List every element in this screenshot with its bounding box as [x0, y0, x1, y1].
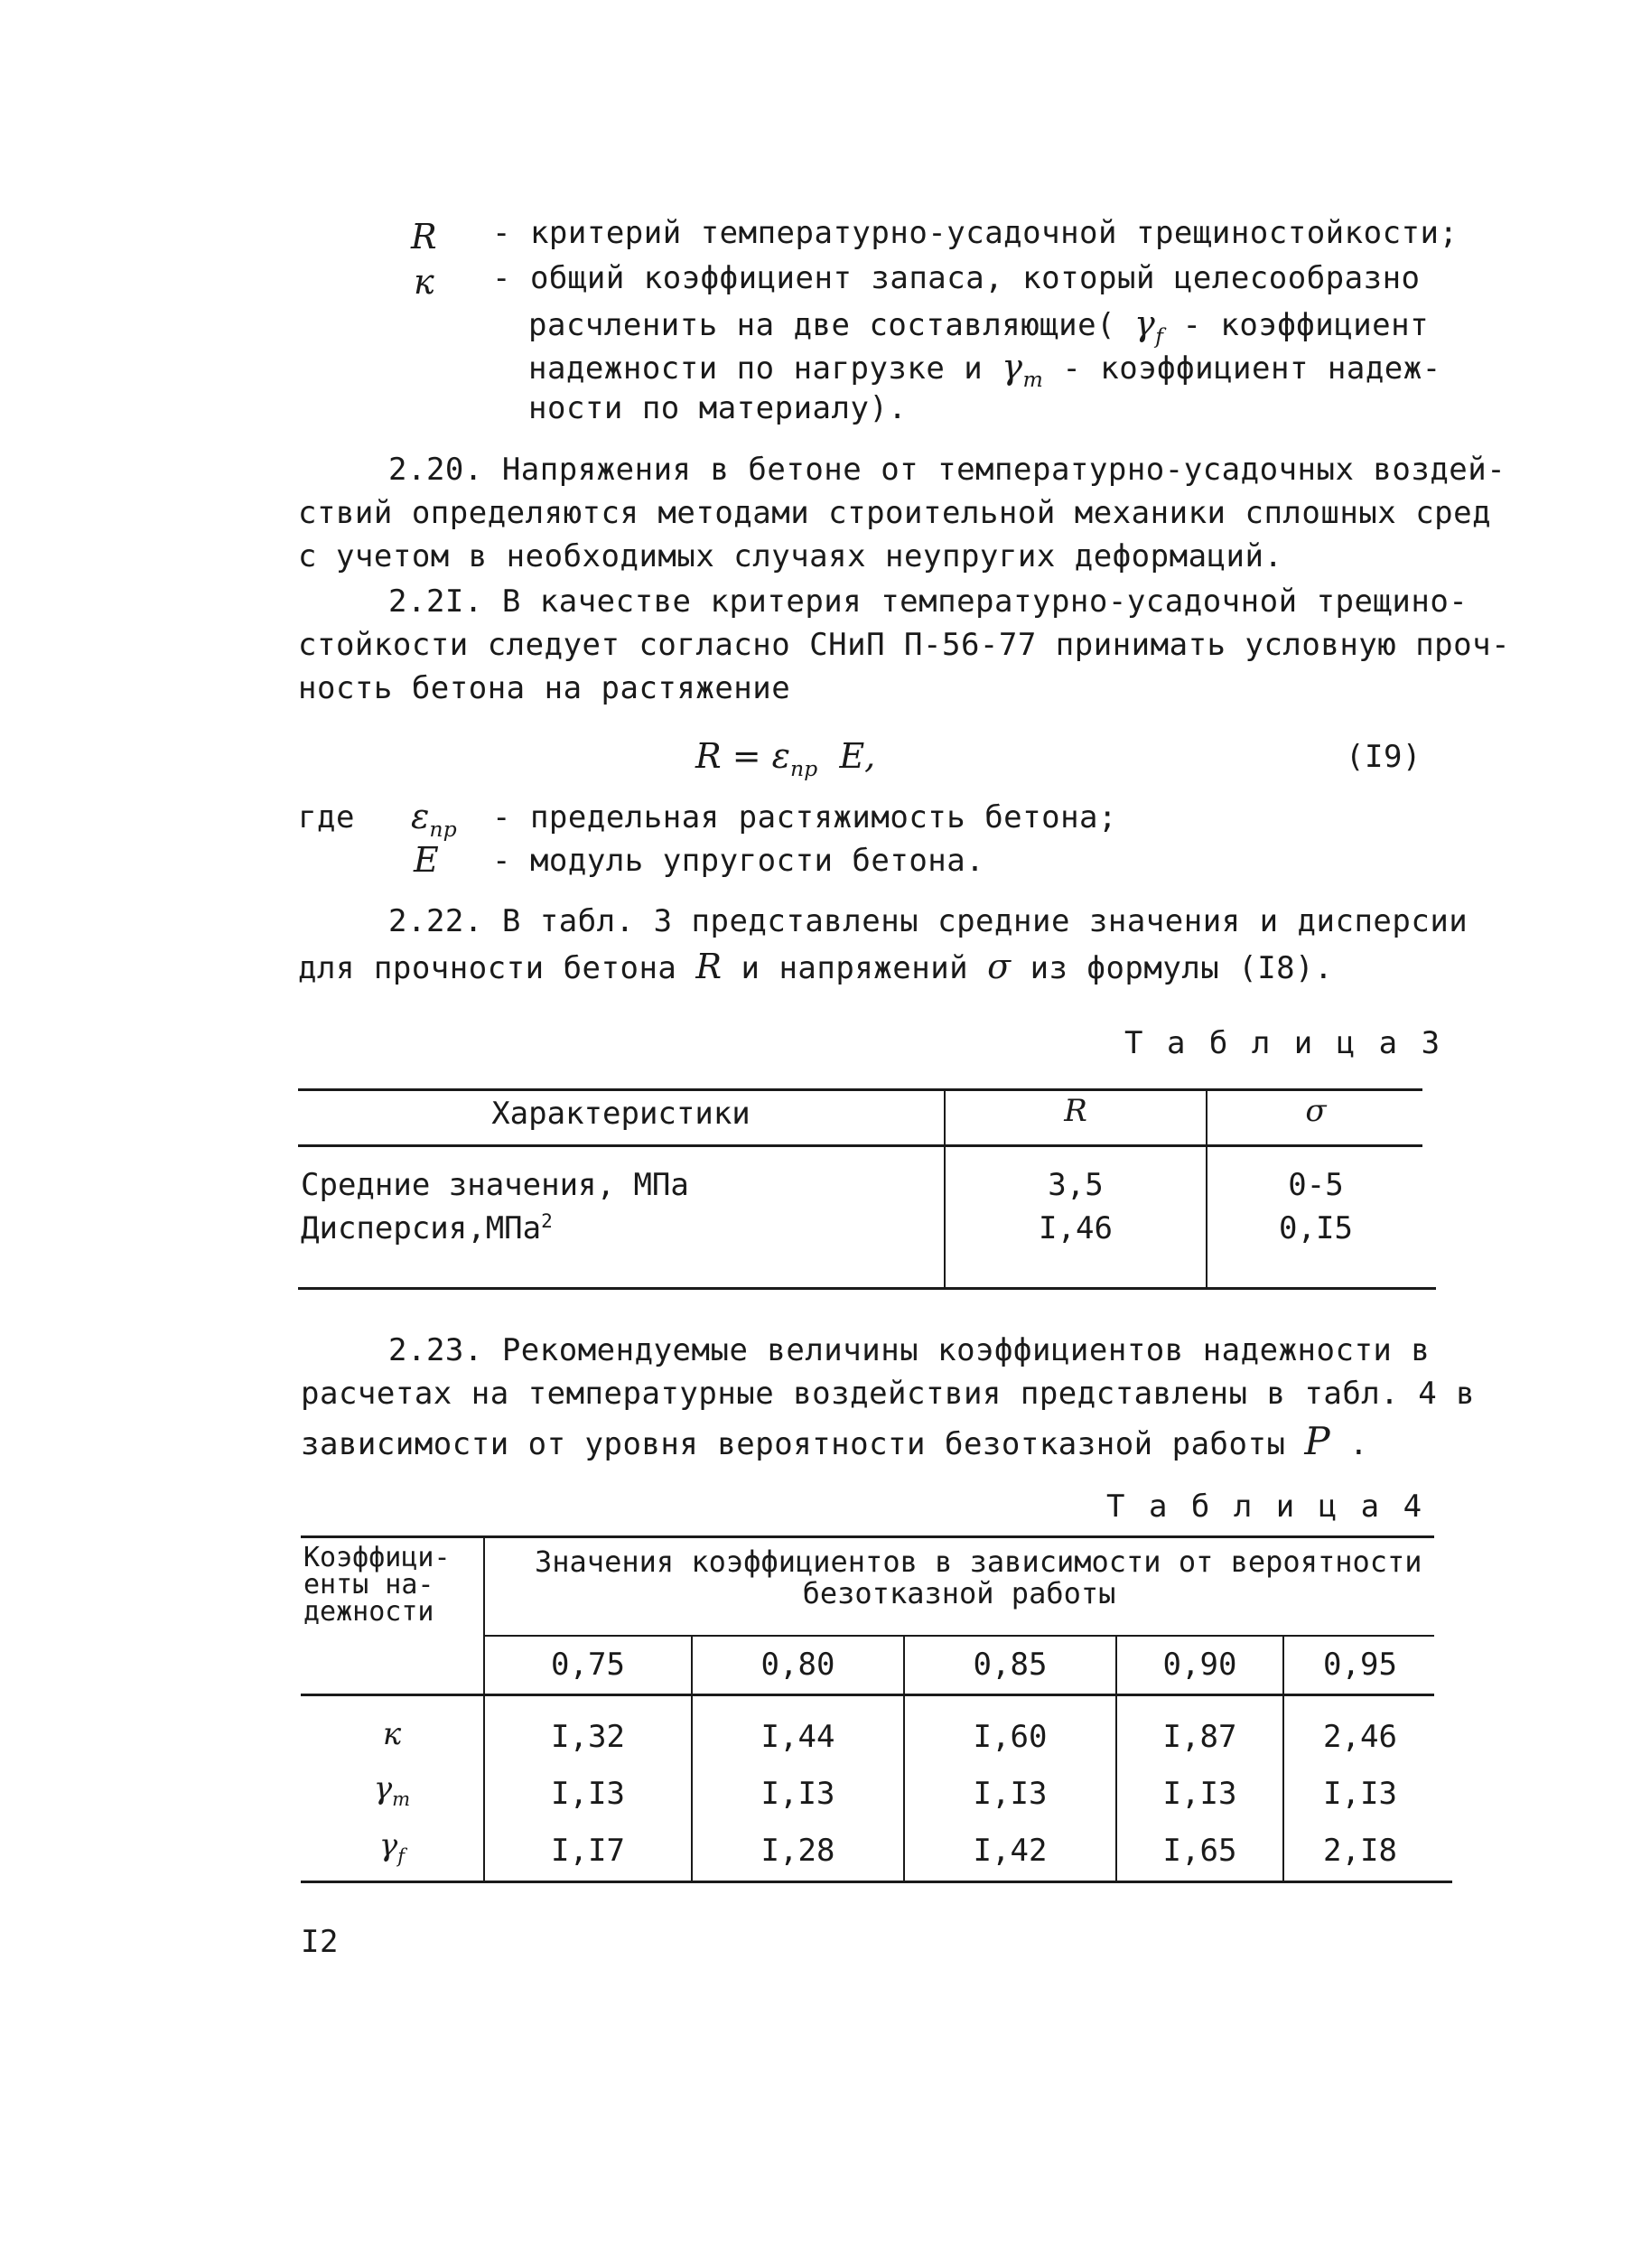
- para-2-20-line1: 2.20. Напряжения в бетоне от температурно-усадочных воздей-: [388, 452, 1506, 488]
- table3-row1-r: 3,5: [1048, 1167, 1104, 1203]
- table4-row-gamma-f-v2: I,28: [760, 1833, 835, 1869]
- table4-header-top-line2: безотказной работы: [802, 1576, 1116, 1610]
- table4-row-gamma-m-v3: I,I3: [973, 1776, 1048, 1812]
- def-k-line3: надежности по нагрузке и $\gamma_m$ - коэффициент надеж-: [528, 347, 1441, 392]
- para-2-22-line2: для прочности бетона R и напряжений σ из формулы (I8).: [298, 947, 1334, 986]
- table4-row-k-symbol: к: [382, 1716, 402, 1752]
- table4-row-k-v4: I,87: [1162, 1719, 1237, 1755]
- table4-row-k-v5: 2,46: [1323, 1719, 1397, 1755]
- where-e-text: - модуль упругости бетона.: [492, 843, 985, 879]
- table3-header-characteristics: Характеристики: [491, 1096, 751, 1132]
- para-2-20-line3: с учетом в необходимых случаях неупругих деформаций.: [298, 538, 1283, 574]
- table3-header-rule: [298, 1144, 1422, 1147]
- para-2-22-line1: 2.22. В табл. 3 представлены средние значения и дисперсии: [388, 903, 1469, 939]
- table4-prob-2: 0,80: [760, 1647, 835, 1683]
- table4-top-rule: [301, 1535, 1434, 1538]
- where-label: где: [298, 799, 355, 835]
- table4-prob-1: 0,75: [551, 1647, 625, 1683]
- para-2-23-line3: зависимости от уровня вероятности безотказной работы P .: [301, 1419, 1369, 1463]
- page-number: I2: [301, 1924, 339, 1960]
- def-k-line1: - общий коэффициент запаса, который целесообразно: [492, 260, 1421, 296]
- table4-prob-5: 0,95: [1323, 1647, 1397, 1683]
- table4-row-gamma-m-v4: I,I3: [1162, 1776, 1237, 1812]
- para-2-21-line2: стойкости следует согласно СНиП П-56-77 принимать условную проч-: [298, 627, 1511, 663]
- table3-row1-sigma: 0-5: [1288, 1167, 1344, 1203]
- table4-row-gamma-m-v5: I,I3: [1323, 1776, 1397, 1812]
- table4-caption: Т а б л и ц а 4: [1106, 1489, 1425, 1525]
- table3-row2-label: Дисперсия,МПа$^2$: [301, 1209, 553, 1246]
- def-k-line2: расчленить на две составляющие( $\gamma_f$ - коэффициент: [528, 303, 1430, 349]
- table4-header-top-line1: Значения коэффициентов в зависимости от вероятности: [535, 1545, 1422, 1579]
- table4-row-k-v3: I,60: [973, 1719, 1048, 1755]
- para-2-20-line2: ствий определяются методами строительной механики сплошных сред: [298, 495, 1492, 531]
- table3-row2-sigma: 0,I5: [1279, 1210, 1353, 1246]
- def-k-line4: ности по материалу).: [528, 390, 908, 426]
- table3-top-rule: [298, 1088, 1422, 1091]
- para-2-21-line3: ность бетона на растяжение: [298, 670, 791, 706]
- where-eps-text: - предельная растяжимость бетона;: [492, 799, 1118, 835]
- table4-prob-3: 0,85: [973, 1647, 1048, 1683]
- para-2-21-line1: 2.2I. В качестве критерия температурно-усадочной трещино-: [388, 583, 1469, 620]
- table3-row1-label: Средние значения, МПа: [301, 1167, 689, 1203]
- table3-caption: Т а б л и ц а 3: [1124, 1025, 1443, 1061]
- table3-bottom-rule: [298, 1287, 1436, 1290]
- table4-row-gamma-m-v2: I,I3: [760, 1776, 835, 1812]
- table4-subheader-rule: [483, 1635, 1434, 1637]
- e-symbol: E: [414, 840, 439, 880]
- epsilon-symbol: $\varepsilon_{пр}$: [411, 797, 457, 842]
- para-2-23-line2: расчетах на температурные воздействия представлены в табл. 4 в: [301, 1376, 1476, 1412]
- table4-row-gamma-f-v1: I,I7: [551, 1833, 625, 1869]
- gamma-m-symbol: $\gamma_m$: [1002, 347, 1044, 392]
- table4-row-k-v1: I,32: [551, 1719, 625, 1755]
- table4-row-gamma-m-v1: I,I3: [551, 1776, 625, 1812]
- table4-prob-4: 0,90: [1162, 1647, 1237, 1683]
- def-r-symbol: R: [411, 217, 437, 257]
- formula-19: $R = \varepsilon_{пр}$ E,: [695, 736, 876, 781]
- def-r-text: - критерий температурно-усадочной трещиностойкости;: [492, 215, 1459, 251]
- table4-row-gamma-f-v5: 2,I8: [1323, 1833, 1397, 1869]
- gamma-f-symbol: $\gamma_f$: [1134, 303, 1164, 349]
- formula-number: (I9): [1346, 739, 1422, 775]
- table4-row-gamma-f-v3: I,42: [973, 1833, 1048, 1869]
- table4-row-k-v2: I,44: [760, 1719, 835, 1755]
- table4-row-gamma-f-v4: I,65: [1162, 1833, 1237, 1869]
- para-2-23-line1: 2.23. Рекомендуемые величины коэффициентов надежности в: [388, 1332, 1431, 1368]
- table3-header-r: R: [1064, 1093, 1087, 1129]
- table4-bottom-rule: [301, 1881, 1452, 1883]
- table4-row-gamma-f-symbol: $\gamma_f$: [378, 1827, 406, 1867]
- def-k-symbol: к: [414, 262, 434, 302]
- table4-header-left: Коэффици- енты на- дежности: [303, 1542, 451, 1628]
- table4-header-rule: [301, 1694, 1434, 1696]
- table3-header-sigma: σ: [1305, 1093, 1327, 1129]
- table3-row2-r: I,46: [1039, 1210, 1113, 1246]
- table4-row-gamma-m-symbol: $\gamma_m$: [373, 1770, 411, 1810]
